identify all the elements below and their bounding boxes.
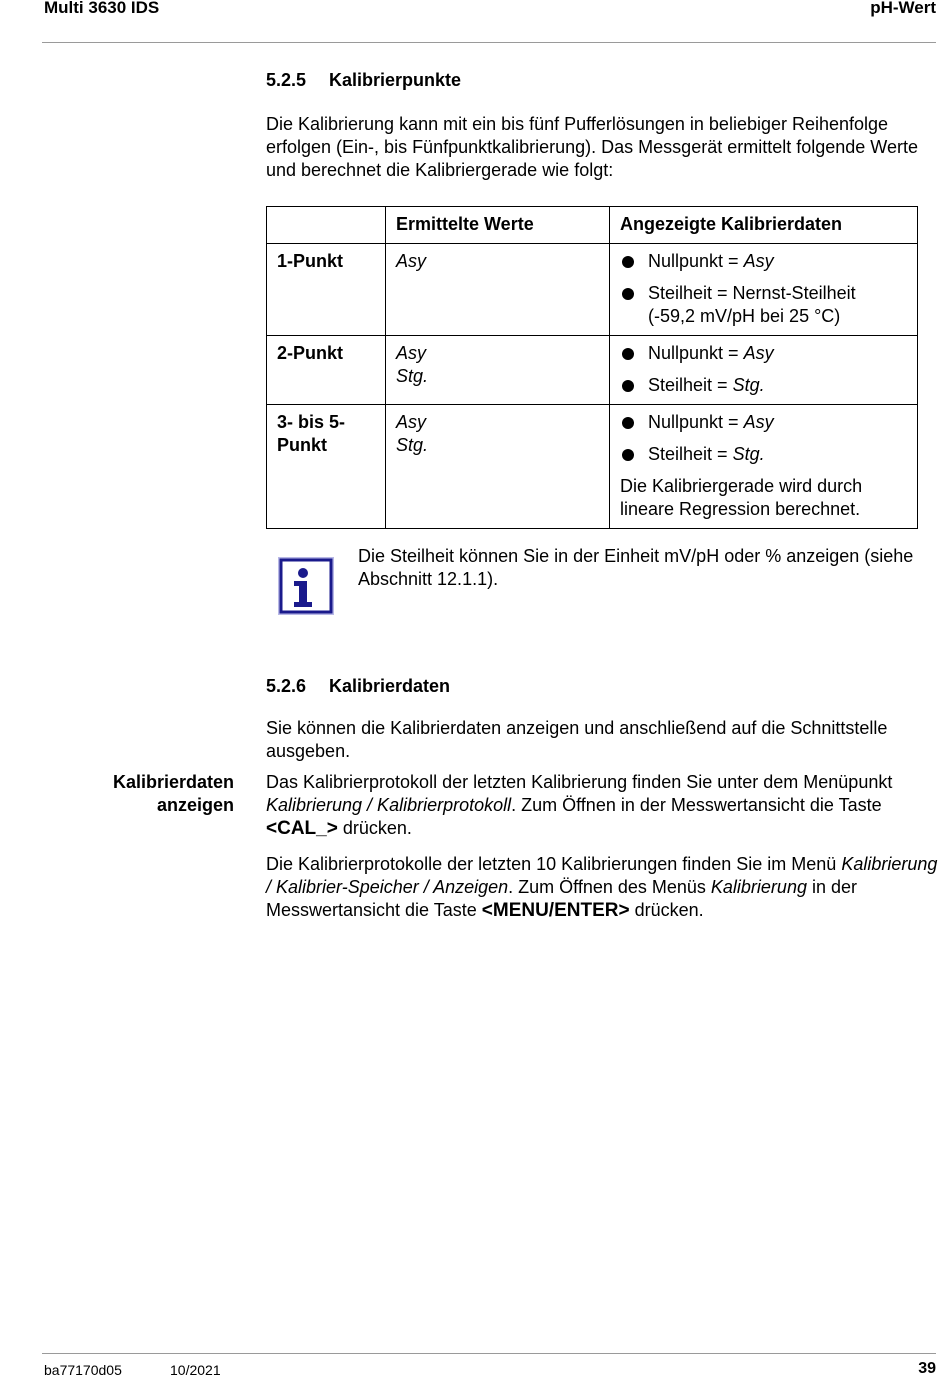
section-heading-kalibrierdaten <box>266 676 450 697</box>
footer-divider <box>42 1353 936 1354</box>
section2-paragraph-memory: Die Kalibrierprotokolle der letzten 10 Kalibrierungen finden Sie im Menü Kalibrierung / Kalibrier-Speicher / Anzeigen. Zum Öffnen des Menüs Kalibrierung in der Messwertansicht die Taste <MENU/ENTER> drücken. <box>266 854 938 921</box>
section-number: 5.2.5 <box>266 70 307 90</box>
calibration-table <box>266 206 918 529</box>
table-row <box>267 244 918 336</box>
header-divider <box>42 42 936 43</box>
bullet-item: Steilheit = Stg. <box>620 374 907 397</box>
section2-intro: Sie können die Kalibrierdaten anzeigen und anschließend auf die Schnittstelle ausgeben. <box>266 718 888 761</box>
table-row <box>267 405 918 529</box>
row-data <box>610 336 918 405</box>
info-icon <box>278 557 334 615</box>
bullet-item: Nullpunkt = Asy <box>620 411 907 434</box>
value-item: Asy <box>396 343 427 363</box>
side-label-line: Kalibrierdaten <box>112 772 234 792</box>
footer-date: 10/2021 <box>170 1362 221 1378</box>
bullet-icon <box>622 449 634 461</box>
side-label-kalibrierdaten-anzeigen <box>60 771 234 817</box>
bullet-icon <box>622 256 634 268</box>
table-row <box>267 336 918 405</box>
row-data <box>610 405 918 529</box>
bullet-item: Nullpunkt = Asy <box>620 250 907 273</box>
section-number: 5.2.6 <box>266 676 307 696</box>
footer-doc-code: ba77170d05 <box>44 1362 122 1378</box>
row-label: 3- bis 5-Punkt <box>267 405 386 529</box>
page-number: 39 <box>918 1360 936 1377</box>
value-item: Stg. <box>396 366 429 386</box>
info-note: Die Steilheit können Sie in der Einheit mV/pH oder % anzeigen (siehe Abschnitt 12.1.1). <box>358 546 914 589</box>
row-label: 1-Punkt <box>267 244 386 336</box>
row-label: 2-Punkt <box>267 336 386 405</box>
table-note: Die Kalibriergerade wird durch lineare Regression berechnet. <box>620 476 863 519</box>
header-product: Multi 3630 IDS <box>44 0 160 17</box>
table-header-data: Angezeigte Kalibrierdaten <box>610 207 918 244</box>
row-values <box>386 405 610 529</box>
value-item: Asy <box>396 412 427 432</box>
bullet-icon <box>622 417 634 429</box>
bullet-icon <box>622 380 634 392</box>
value-item: Asy <box>396 251 427 271</box>
bullet-icon <box>622 288 634 300</box>
table-header-values: Ermittelte Werte <box>386 207 610 244</box>
bullet-item: Steilheit = Stg. <box>620 443 907 466</box>
table-header-row <box>267 207 918 244</box>
section-heading-kalibrierpunkte <box>266 70 461 91</box>
section-intro: Die Kalibrierung kann mit ein bis fünf Pufferlösungen in beliebiger Reihenfolge erfolgen (Ein-, bis Fünfpunktkalibrierung). Das Messgerät ermittelt folgende Werte und berechnet die Kalibriergerade wie folgt: <box>266 114 918 180</box>
row-values <box>386 336 610 405</box>
bullet-icon <box>622 348 634 360</box>
bullet-item: Nullpunkt = Asy <box>620 342 907 365</box>
table-header-empty <box>267 207 386 244</box>
value-item: Stg. <box>396 435 429 455</box>
section2-paragraph-protocol: Das Kalibrierprotokoll der letzten Kalibrierung finden Sie unter dem Menüpunkt Kalibrierung / Kalibrierprotokoll. Zum Öffnen in der Messwertansicht die Taste <CAL_> drücken. <box>266 772 893 839</box>
section-title: Kalibrierdaten <box>329 676 451 696</box>
row-data <box>610 244 918 336</box>
side-label-line: anzeigen <box>156 795 234 815</box>
row-values <box>386 244 610 336</box>
section-title: Kalibrierpunkte <box>329 70 462 90</box>
bullet-item: Steilheit = Nernst-Steilheit (-59,2 mV/pH bei 25 °C) <box>620 282 907 328</box>
header-chapter: pH-Wert <box>870 0 936 17</box>
